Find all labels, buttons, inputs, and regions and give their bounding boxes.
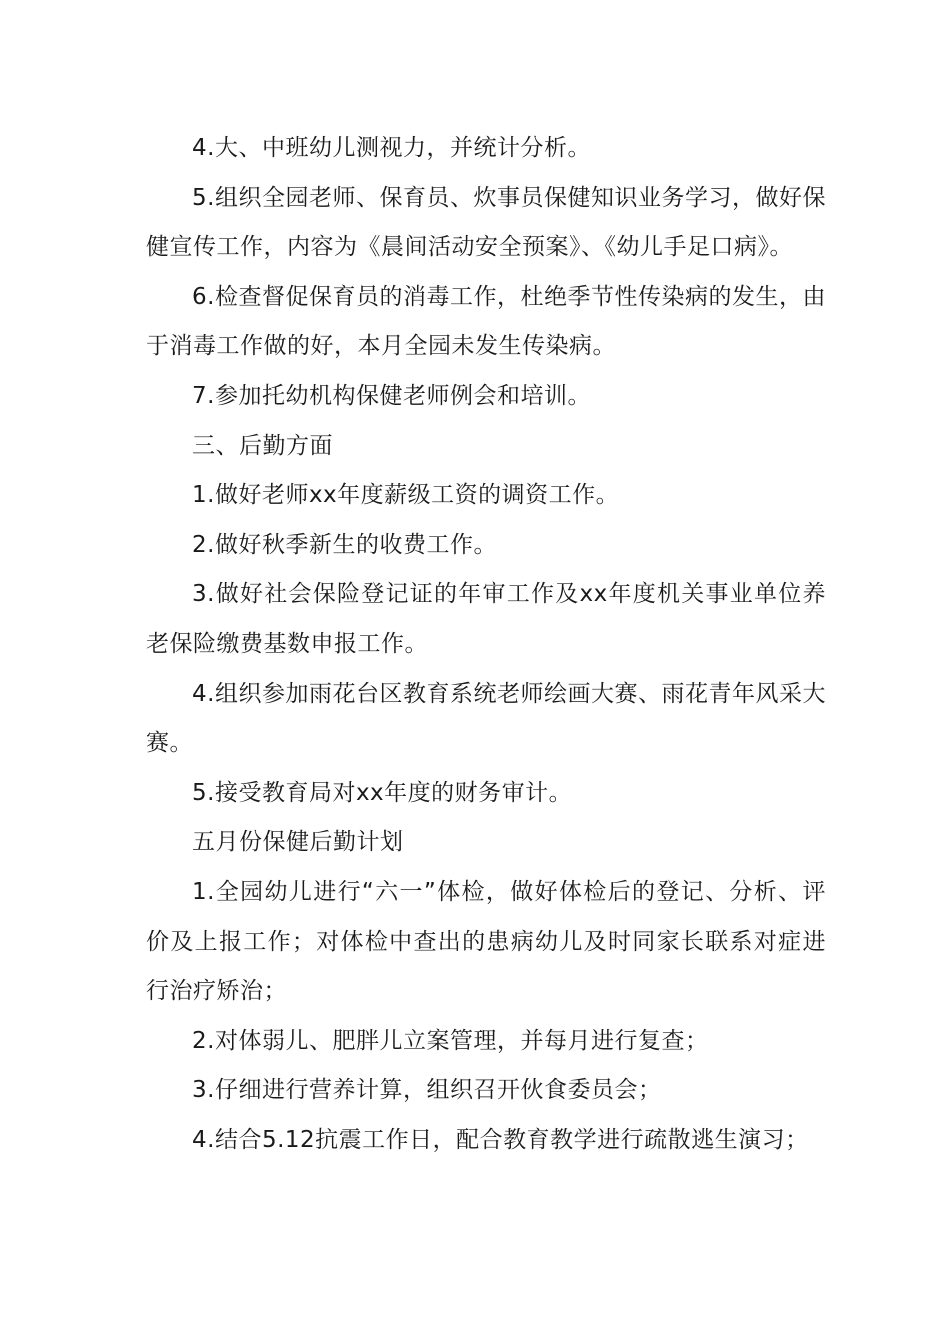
paragraph-13: 4.结合5.12抗震工作日，配合教育教学进行疏散逃生演习； <box>192 1126 809 1153</box>
paragraph-9: 5.接受教育局对xx年度的财务审计。 <box>192 779 573 806</box>
section-heading-may-plan: 五月份保健后勤计划 <box>192 829 404 856</box>
section-heading-logistics: 三、后勤方面 <box>192 432 333 459</box>
paragraph-2: 5.组织全园老师、保育员、炊事员保健知识业务学习，做好保健宣传工作，内容为《晨间活动安全预案》、《幼儿手足口病》。 <box>146 184 826 261</box>
paragraph-10: 1.全园幼儿进行“六一”体检，做好体检后的登记、分析、评价及上报工作；对体检中查出的患病幼儿及时同家长联系对症进行治疗矫治； <box>146 878 826 1005</box>
paragraph-3: 6.检查督促保育员的消毒工作，杜绝季节性传染病的发生，由于消毒工作做的好，本月全园未发生传染病。 <box>146 283 826 360</box>
paragraph-11: 2.对体弱儿、肥胖儿立案管理，并每月进行复查； <box>192 1027 709 1054</box>
paragraph-8: 4.组织参加雨花台区教育系统老师绘画大赛、雨花青年风采大赛。 <box>146 680 826 757</box>
paragraph-12: 3.仔细进行营养计算，组织召开伙食委员会； <box>192 1077 662 1104</box>
paragraph-5: 1.做好老师xx年度薪级工资的调资工作。 <box>192 482 620 509</box>
paragraph-7: 3.做好社会保险登记证的年审工作及xx年度机关事业单位养老保险缴费基数申报工作。 <box>146 581 826 657</box>
paragraph-4: 7.参加托幼机构保健老师例会和培训。 <box>192 382 591 409</box>
paragraph-1: 4.大、中班幼儿测视力，并统计分析。 <box>192 135 591 161</box>
paragraph-6: 2.做好秋季新生的收费工作。 <box>192 531 497 558</box>
document-body <box>146 124 826 1165</box>
